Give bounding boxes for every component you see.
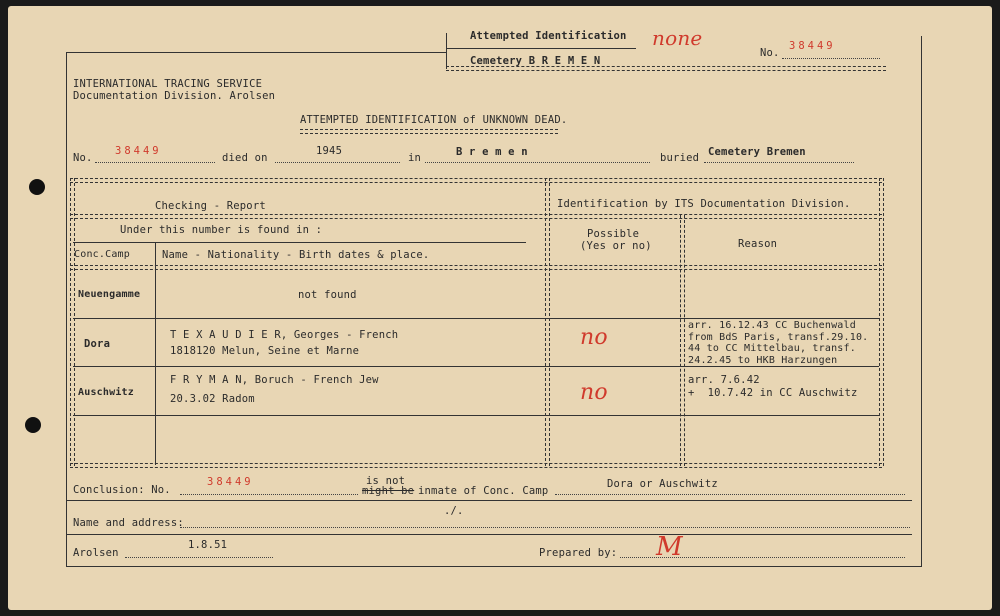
row-2-camp: Dora xyxy=(84,338,111,350)
row-line-1 xyxy=(73,318,879,319)
handwritten-none: none xyxy=(652,26,703,50)
top-box-bottom-line xyxy=(446,66,886,71)
conclusion-no-dots xyxy=(180,494,358,495)
org-name: INTERNATIONAL TRACING SERVICE xyxy=(73,78,263,90)
row-3-name: F R Y M A N, Boruch - French Jew xyxy=(170,374,379,386)
died-on-label: died on xyxy=(222,152,268,164)
attempted-identification-label: Attempted Identification xyxy=(470,30,627,42)
possible-column-header: Possible xyxy=(587,228,640,240)
top-no-label: No. xyxy=(760,47,780,59)
bottom-border xyxy=(66,566,922,567)
name-address-value: ./. xyxy=(444,505,464,517)
possible-column-subheader: (Yes or no) xyxy=(580,240,652,252)
footer-place: Arolsen xyxy=(73,547,119,559)
died-on-dots xyxy=(275,162,400,163)
name-column-header: Name - Nationality - Birth dates & place. xyxy=(162,249,430,261)
header-line-2 xyxy=(73,242,526,243)
row-1-camp: Neuengamme xyxy=(78,289,141,300)
conclusion-label: Conclusion: No. xyxy=(73,484,171,496)
table-possible-line xyxy=(680,215,685,466)
died-on-value: 1945 xyxy=(316,145,343,157)
org-division: Documentation Division. Arolsen xyxy=(73,90,276,102)
row-2-name: T E X A U D I E R, Georges - French xyxy=(170,329,399,341)
name-address-divider xyxy=(66,534,912,535)
row-2-details: 1818120 Melun, Seine et Marne xyxy=(170,345,360,357)
right-border xyxy=(921,36,922,567)
row-3-camp: Auschwitz xyxy=(78,387,134,398)
punch-hole-bottom xyxy=(25,417,41,433)
camp-column-header: Conc.Camp xyxy=(74,249,130,260)
record-no-label: No. xyxy=(73,152,93,164)
header-line-3 xyxy=(70,265,882,270)
row-2-reason: arr. 16.12.43 CC Buchenwald from BdS Paris, transf.29.10. 44 to CC Mittelbau, transf. 24.2.45 to HKB Harzungen xyxy=(688,320,869,366)
top-box-left-edge xyxy=(446,33,447,69)
top-box-divider xyxy=(446,48,636,49)
table-top-line xyxy=(70,178,882,183)
under-number-header: Under this number is found in : xyxy=(120,224,323,236)
footer-date-dots xyxy=(125,557,273,558)
row-line-3 xyxy=(73,415,879,416)
table-right-line xyxy=(879,178,884,466)
table-bottom-line xyxy=(70,463,882,468)
top-border-left xyxy=(66,52,446,53)
buried-value: Cemetery Bremen xyxy=(708,146,806,158)
record-no-value: 38449 xyxy=(115,145,162,157)
top-no-dots xyxy=(782,58,880,59)
conclusion-inmate-text: inmate of Conc. Camp xyxy=(418,485,549,497)
title-underline xyxy=(300,129,558,134)
reason-column-header: Reason xyxy=(738,238,778,250)
name-address-dots xyxy=(180,527,910,528)
table-camp-line xyxy=(155,243,156,465)
left-border xyxy=(66,52,67,567)
checking-report-header: Checking - Report xyxy=(155,200,266,212)
row-line-2 xyxy=(73,366,879,367)
conclusion-camp-value: Dora or Auschwitz xyxy=(607,478,718,490)
prepared-by-label: Prepared by: xyxy=(539,547,618,559)
cemetery-label: Cemetery B R E M E N xyxy=(470,55,601,67)
row-3-reason: arr. 7.6.42 + 10.7.42 in CC Auschwitz xyxy=(688,374,858,399)
conclusion-camp-dots xyxy=(555,494,905,495)
buried-label: buried xyxy=(660,152,700,164)
row-1-name: not found xyxy=(298,289,357,301)
in-dots xyxy=(425,162,650,163)
identification-header: Identification by ITS Documentation Division. xyxy=(557,198,851,210)
prepared-by-mark: M xyxy=(656,532,683,562)
top-no-value: 38449 xyxy=(789,40,836,52)
row-3-details: 20.3.02 Radom xyxy=(170,393,255,405)
name-address-label: Name and address: xyxy=(73,517,184,529)
in-value: B r e m e n xyxy=(456,146,528,158)
punch-hole-top xyxy=(29,179,45,195)
row-2-possible: no xyxy=(580,325,608,350)
row-3-possible: no xyxy=(580,380,608,405)
buried-dots xyxy=(704,162,854,163)
record-no-dots xyxy=(95,162,215,163)
table-middle-line xyxy=(545,178,550,466)
conclusion-divider xyxy=(66,500,912,501)
conclusion-struck-text: might be xyxy=(362,485,415,497)
conclusion-is-not: is not xyxy=(366,475,406,487)
conclusion-no-value: 38449 xyxy=(207,476,254,488)
footer-date: 1.8.51 xyxy=(188,539,228,551)
header-line-1 xyxy=(70,214,882,219)
in-label: in xyxy=(408,152,422,164)
document-title: ATTEMPTED IDENTIFICATION of UNKNOWN DEAD. xyxy=(300,114,568,126)
table-left-line xyxy=(70,178,75,466)
